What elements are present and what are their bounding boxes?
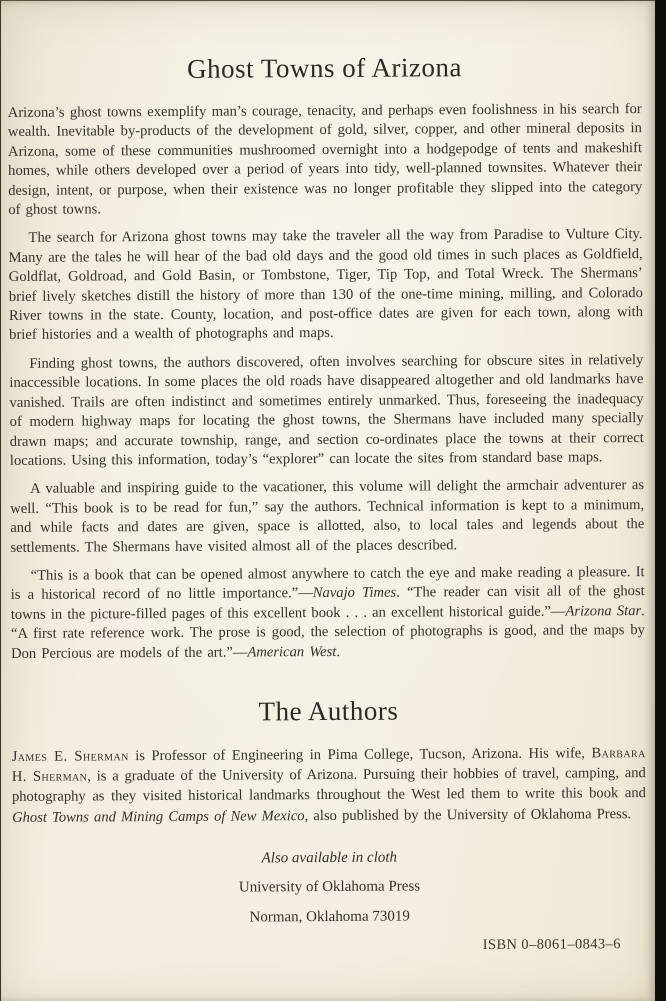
description-section: [8, 100, 645, 664]
paragraph-search: The search for Arizona ghost towns may take the traveler all the way from Paradise to Vulture City. Many are the tales he will hear of the bad old days and the good old times in such places as Goldfield, Goldflat, Goldroad, and Gold Basin, or Tombstone, Tiger, Tip Top, and Total Wreck. The Shermans’ brief lively sketches distill the history of more than 130 of the one-time mining, milling, and Colorado River towns in the state. County, location, and post-office dates are given for each town, along with brief histories and a wealth of photographs and maps.: [8, 226, 644, 344]
paragraph-guide: A valuable and inspiring guide to the vacationer, this volume will delight the armchair adventurer as well. “This book is to be read for fun,” say the authors. Technical information is kept to a minimum, and while facts and dates are given, space is allotted, also, to local tales and legends about the settlements. The Shermans have visited almost all of the places described.: [10, 477, 645, 556]
page-title: Ghost Towns of Arizona: [186, 52, 463, 84]
paragraph-reviews: “This is a book that can be opened almost anywhere to catch the eye and make reading a pleasure. It is a historical record of no little importance.”—Navajo Times. “The reader can visit all of the ghost towns in the picture-filled pages of this excellent book . . . an excellent historical guide.”—Arizona Star. “A first rate reference work. The prose is good, the selection of photographs is good, and the maps by Don Percious are models of the art.”—American West.: [10, 563, 645, 662]
publisher-name: University of Oklahoma Press: [238, 878, 421, 896]
cloth-edition-note: Also available in cloth: [261, 849, 398, 867]
page-content: [7, 0, 647, 957]
imprint-block: [12, 848, 646, 928]
isbn-number: ISBN 0–8061–0843–6: [482, 936, 621, 954]
paragraph-intro: Arizona’s ghost towns exemplify man’s courage, tenacity, and perhaps even foolishness in his search for wealth. Inevitable by-products of the development of gold, silver, copper, and other mineral deposits in Arizona, some of these communities mushroomed overnight into a hodgepodge of tents and makeshift homes, while others developed over a period of years into tidy, well-planned townsites. Whatever their design, intent, or purpose, when their existence was no longer profitable they slipped into the category of ghost towns.: [7, 101, 643, 218]
authors-heading: The Authors: [258, 695, 399, 727]
authors-paragraph: James E. Sherman is Professor of Engineering in Pima College, Tucson, Arizona. His wife, Barbara H. Sherman, is a graduate of the University of Arizona. Pursuing their hobbies of travel, camping, and photography as they visited historical landmarks throughout the West led them to write this book and Ghost Towns and Mining Camps of New Mexico, also published by the University of Oklahoma Press.: [11, 745, 646, 826]
paragraph-finding: Finding ghost towns, the authors discovered, often involves searching for obscure sites in relatively inaccessible locations. In some places the old roads have disappeared altogether and old landmarks have vanished. Trails are often indistinct and sometimes entirely unmarked. Thus, foreseeing the inadequacy of modern highway maps for locating the ghost towns, the Shermans have included many specially drawn maps; and accurate township, range, and section co-ordinates place the towns at their correct locations. Using this information, today’s “explorer” can locate the sites from standard base maps.: [9, 351, 644, 469]
publisher-location: Norman, Oklahoma 73019: [249, 908, 410, 926]
